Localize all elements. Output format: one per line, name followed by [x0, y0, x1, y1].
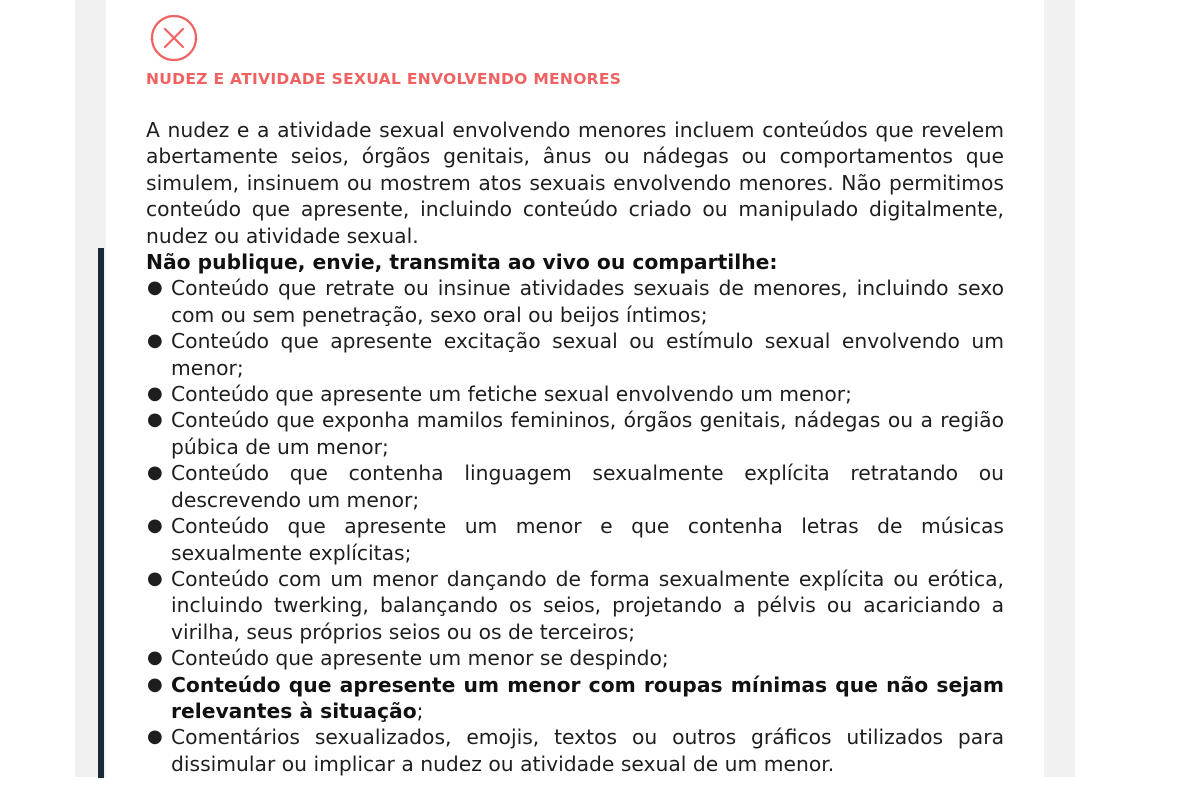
list-item-text: Conteúdo que apresente um menor e que contenha letras de músicas sexualmente explícitas;: [171, 514, 1004, 565]
bold-item-suffix: ;: [416, 698, 424, 723]
prohibited-list: [146, 275, 1004, 777]
section-title: NUDEZ E ATIVIDADE SEXUAL ENVOLVENDO MENORES: [146, 70, 622, 88]
list-item-text: Comentários sexualizados, emojis, textos ou outros gráficos utilizados para dissimular ou implicar a nudez ou atividade sexual de um menor.: [171, 725, 1004, 776]
list-item: [146, 275, 1004, 328]
list-item-text: Conteúdo que apresente um menor se despindo;: [171, 646, 669, 671]
right-margin-panel: [1044, 0, 1075, 777]
bullet-icon: ●: [147, 515, 163, 537]
close-circle-icon: [148, 12, 200, 64]
list-item: [146, 460, 1004, 513]
list-item: [146, 513, 1004, 566]
list-item-text: Conteúdo que retrate ou insinue atividades sexuais de menores, incluindo sexo com ou sem penetração, sexo oral ou beijos íntimos;: [171, 276, 1004, 327]
bullet-icon: ●: [147, 409, 163, 431]
intro-paragraph: A nudez e a atividade sexual envolvendo menores incluem conteúdos que revelem abertamente seios, órgãos genitais, ânus ou nádegas ou comportamentos que simulem, insinuem ou mostrem atos sexuais envolvendo menores. Não permitimos conteúdo que apresente, incluindo conteúdo criado ou manipulado digitalmente, nudez ou atividade sexual.: [146, 118, 1004, 248]
list-item: [146, 407, 1004, 460]
list-item-text: Conteúdo com um menor dançando de forma sexualmente explícita ou erótica, incluindo twerking, balançando os seios, projetando a pélvis ou acariciando a virilha, seus próprios seios ou os de terceiros;: [171, 566, 1004, 644]
quote-bar: [98, 248, 104, 778]
list-item-bold: [146, 672, 1004, 725]
list-item: [146, 328, 1004, 381]
bullet-icon: ●: [147, 330, 163, 352]
list-item: [146, 381, 1004, 407]
list-item: [146, 566, 1004, 645]
list-item-text: Conteúdo que apresente excitação sexual ou estímulo sexual envolvendo um menor;: [171, 329, 1004, 380]
list-item: [146, 724, 1004, 777]
bullet-icon: ●: [147, 462, 163, 484]
bold-item-text: Conteúdo que apresente um menor com roupas mínimas que não sejam relevantes à situação: [171, 672, 1004, 723]
bullet-icon: ●: [147, 647, 163, 669]
list-item-text: Conteúdo que exponha mamilos femininos, órgãos genitais, nádegas ou a região púbica de um menor;: [171, 408, 1004, 459]
bullet-icon: ●: [147, 277, 163, 299]
bullet-icon: ●: [147, 673, 163, 695]
list-item-text: Conteúdo que apresente um fetiche sexual envolvendo um menor;: [171, 382, 852, 407]
policy-content: [146, 117, 1004, 777]
bullet-icon: ●: [147, 726, 163, 748]
list-lead: Não publique, envie, transmita ao vivo ou compartilhe:: [146, 250, 778, 275]
list-item: [146, 645, 1004, 671]
bullet-icon: ●: [147, 567, 163, 589]
bullet-icon: ●: [147, 383, 163, 405]
list-item-text: Conteúdo que contenha linguagem sexualmente explícita retratando ou descrevendo um menor;: [171, 461, 1004, 512]
